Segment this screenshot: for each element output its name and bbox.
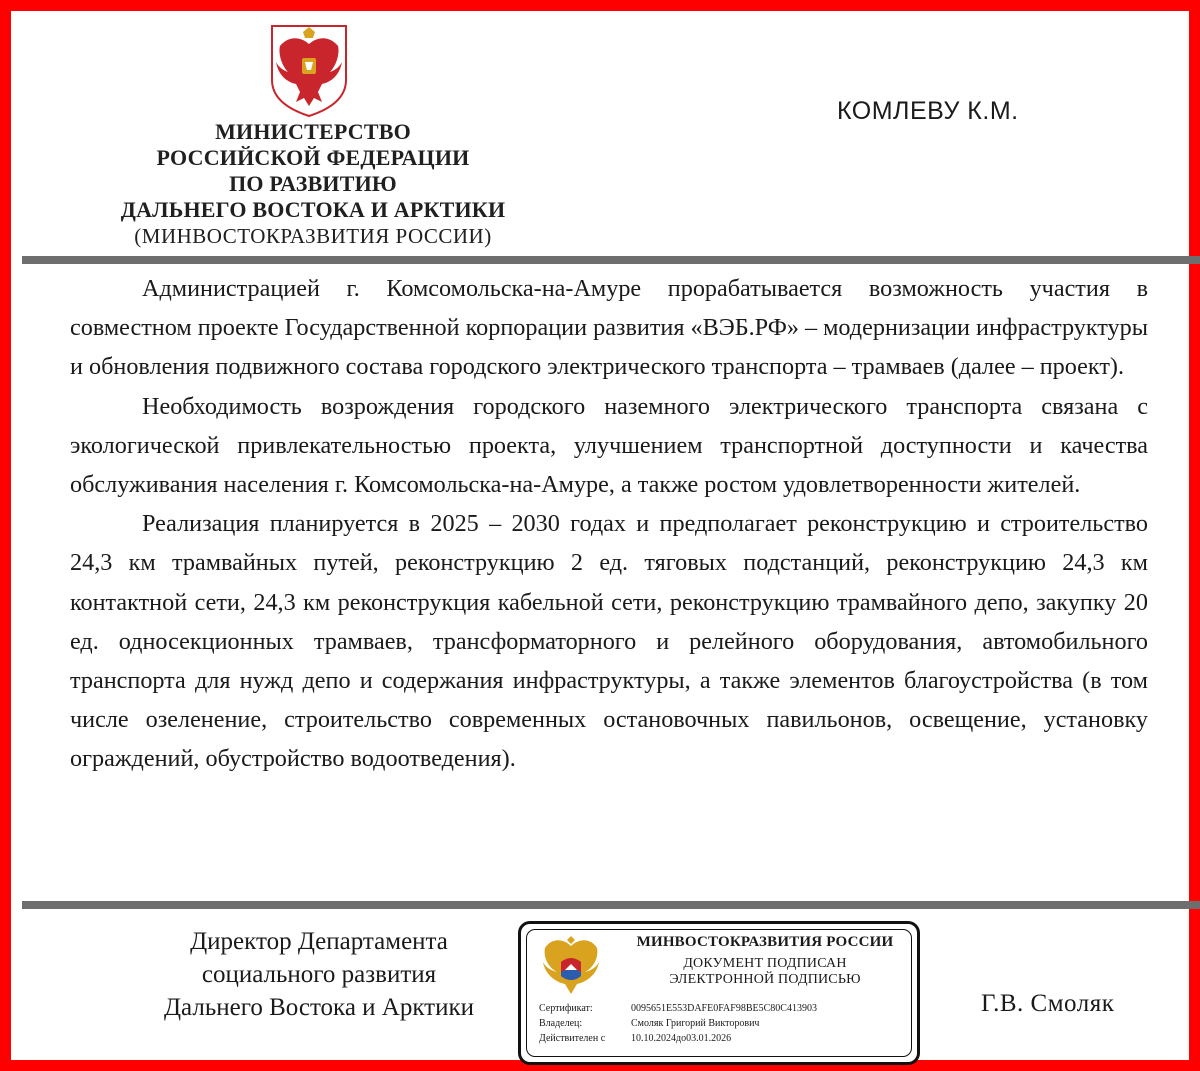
ministry-short-name: (МИНВОСТОКРАЗВИТИЯ РОССИИ): [134, 224, 492, 248]
stamp-certificate-value: 0095651E553DAFE0FAF98BE5C80C413903: [631, 1003, 817, 1014]
russian-coat-of-arms-icon: [266, 22, 352, 118]
electronic-signature-stamp: [518, 921, 920, 1065]
letter-body: [70, 269, 1148, 779]
stamp-valid-to-word: до: [676, 1033, 687, 1044]
stamp-owner-label: Владелец:: [539, 1018, 583, 1029]
stamp-certificate-row: [539, 1001, 909, 1016]
stamp-valid-from: 10.10.2024: [631, 1033, 676, 1044]
body-paragraph: Администрацией г. Комсомольска-на-Амуре прорабатывается возможность участия в совместном проекте Государственной корпорации развития «ВЭБ.РФ» – модернизации инфраструктуры и обновления подвижного состава городского электрического транспорта – трамваев (далее – проект).: [70, 275, 1148, 381]
signatory-position: [71, 925, 567, 1024]
stamp-details: [539, 1001, 909, 1046]
ministry-line: ПО РАЗВИТИЮ: [229, 171, 397, 196]
stamp-certificate-label: Сертификат:: [539, 1003, 593, 1014]
ministry-line: РОССИЙСКОЙ ФЕДЕРАЦИИ: [156, 145, 470, 170]
position-line: Дальнего Востока и Арктики: [163, 994, 475, 1021]
stamp-validity-row: [539, 1031, 909, 1046]
header-divider: [22, 256, 1200, 264]
ministry-name: [71, 119, 555, 249]
stamp-signed-line: ДОКУМЕНТ ПОДПИСАН: [683, 956, 847, 971]
stamp-signed-line: ЭЛЕКТРОННОЙ ПОДПИСЬЮ: [669, 972, 861, 987]
body-paragraph: Необходимость возрождения городского наземного электрического транспорта связана с экологической привлекательностью проекта, улучшением транспортной доступности и качества обслуживания населения г. Комсомольска-на-Амуре, а также ростом удовлетворенности жителей.: [70, 392, 1148, 499]
signer-name: Г.В. Смоляк: [981, 990, 1115, 1017]
stamp-owner-value: Смоляк Григорий Викторович: [631, 1018, 760, 1029]
stamp-valid-to: 03.01.2026: [686, 1033, 732, 1044]
stamp-organization: МИНВОСТОКРАЗВИТИЯ РОССИИ: [636, 934, 894, 950]
position-line: социального развития: [201, 961, 437, 988]
stamp-validity-label: Действителен с: [539, 1033, 606, 1044]
ministry-emblem-icon: [539, 932, 603, 998]
body-paragraph: Реализация планируется в 2025 – 2030 годах и предполагает реконструкцию и строительство 24,3 км трамвайных путей, реконструкцию 2 ед. тяговых подстанций, реконструкцию 24,3 км контактной сети, 24,3 км реконструкция кабельной сети, реконструкцию трамвайного депо, закупку 20 ед. односекционных трамваев, трансформаторного и релейного оборудования, автомобильного транспорта для нужд депо и содержания инфраструктуры, а также элементов благоустройства (в том числе озеленение, строительство современных остановочных павильонов, освещение, установку ограждений, обустройство водоотведения).: [70, 510, 1148, 773]
addressee: КОМЛЕВУ К.М.: [837, 97, 1019, 125]
position-line: Директор Департамента: [190, 928, 448, 955]
ministry-line: ДАЛЬНЕГО ВОСТОКА И АРКТИКИ: [120, 197, 506, 222]
footer-divider: [22, 901, 1200, 909]
stamp-owner-row: [539, 1016, 909, 1031]
ministry-line: МИНИСТЕРСТВО: [215, 119, 411, 144]
stamp-signed-notice: [631, 956, 899, 988]
